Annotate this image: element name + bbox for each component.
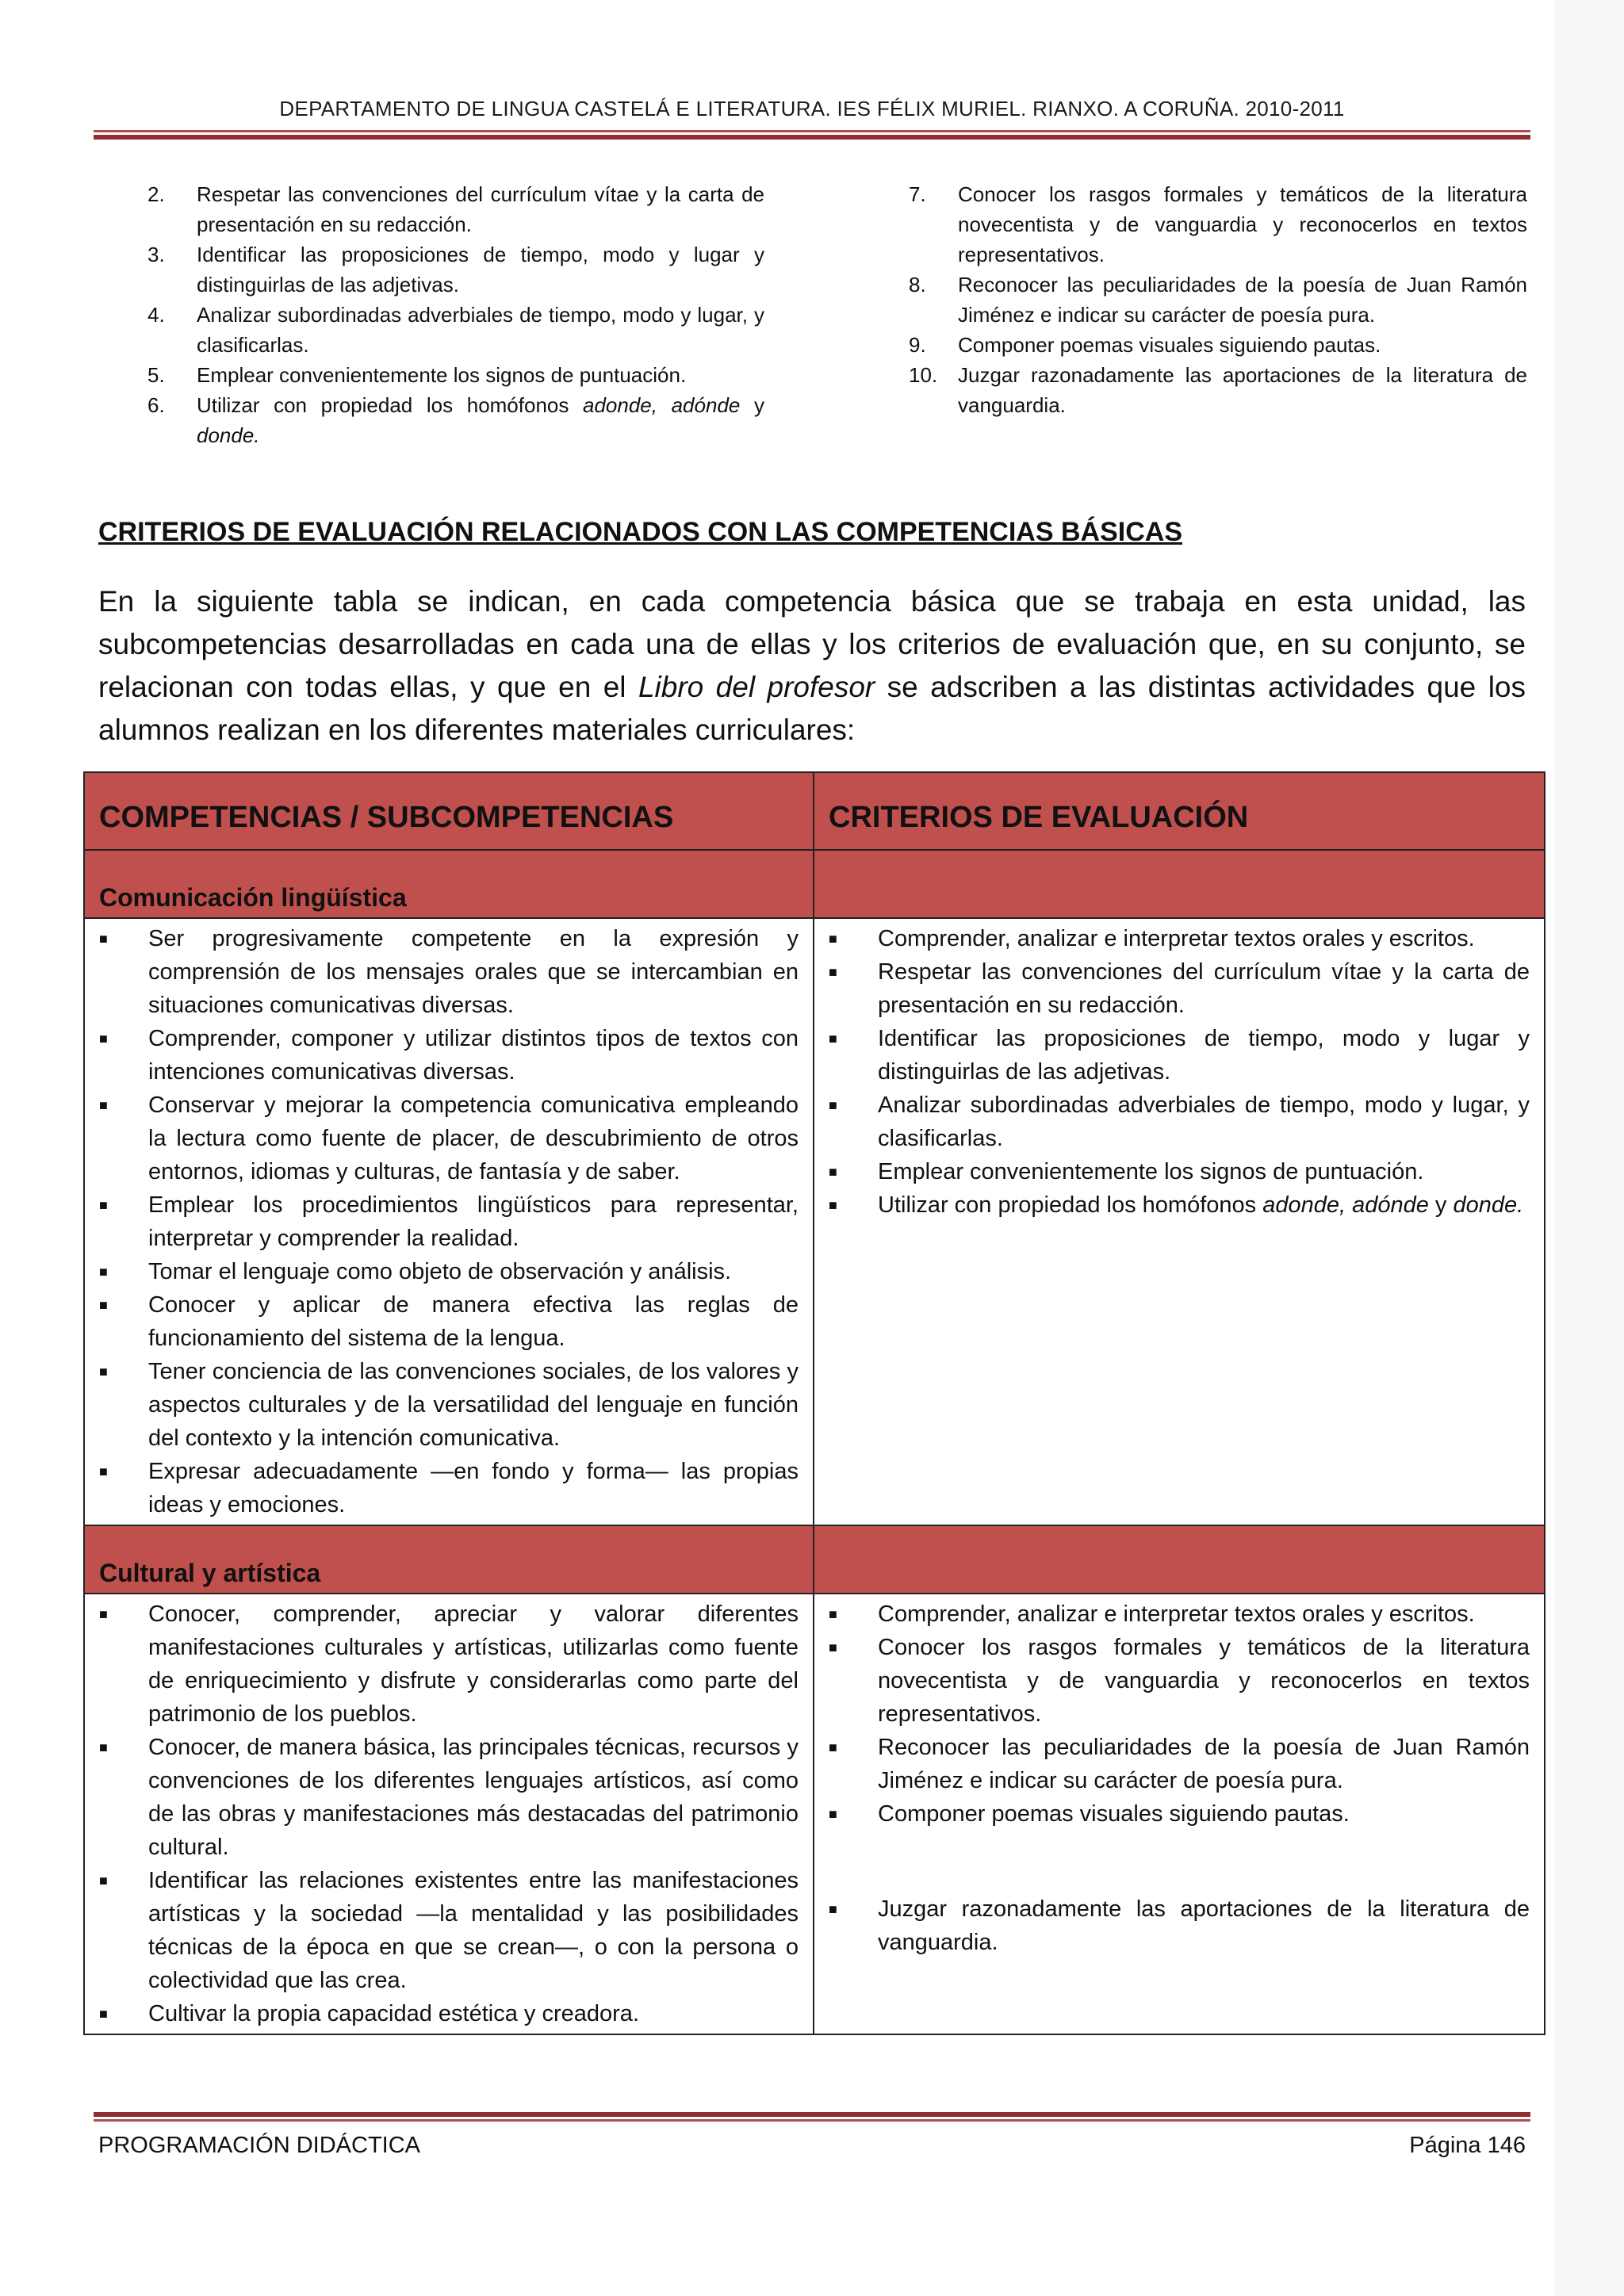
intro-paragraph: En la siguiente tabla se indican, en cada competencia básica que se trabaja en esta unidad, las subcompetencias desarrolladas en cada una de ellas y los criterios de evaluación que, en su conjunto, se relacionan con todas ellas, y que en el Libro del profesor se adscriben a las distintas actividades que los alumnos realizan en los diferentes materiales curriculares: [98,585,1526,746]
list-item: ■ Conocer, comprender, apreciar y valorar diferentes manifestaciones culturales y artísticas, utilizarlas como fuente de enriquecimiento y disfrute y considerarlas como parte del patrimonio de los pueblos. [99,1601,799,1727]
list-item: ■ Tomar el lenguaje como objeto de observación y análisis. [99,1259,732,1284]
group1-subcompetencias [84,918,814,1525]
list-item: ■ Identificar las proposiciones de tiempo, modo y lugar y distinguirlas de las adjetivas. [829,1026,1530,1085]
list-item: ■ Conservar y mejorar la competencia comunicativa empleando la lectura como fuente de placer, de descubrimiento de otros entornos, idiomas y culturas, de fantasía y de saber. [99,1093,799,1184]
group2-criterios [814,1594,1545,2034]
list-spacer [829,1831,1530,1892]
list-item: ■ Emplear convenientemente los signos de puntuación. [829,1159,1424,1184]
group-title-empty [814,850,1545,918]
list-item: ■ Utilizar con propiedad los homófonos adonde, adónde y donde. [829,1192,1524,1218]
header-rule-thick [94,135,1530,140]
group-title-comunicacion: Comunicación lingüística [84,850,814,918]
page-header: DEPARTAMENTO DE LINGUA CASTELÁ E LITERATURA. IES FÉLIX MURIEL. RIANXO. A CORUÑA. 2010-2011 [279,97,1345,121]
objective-item: 9. Componer poemas visuales siguiendo pautas. [909,333,1381,357]
list-item: ■ Conocer, de manera básica, las principales técnicas, recursos y convenciones de los diferentes lenguajes artísticos, así como de las obras y manifestaciones más destacadas del patrimonio cultural. [99,1735,799,1860]
page-number: Página 146 [1409,2133,1526,2158]
objective-item: 2. Respetar las convenciones del currículum vítae y la carta de presentación en su redacción. [147,182,764,236]
objective-item: 3. Identificar las proposiciones de tiempo, modo y lugar y distinguirlas de las adjetivas. [147,243,764,297]
list-item: ■ Ser progresivamente competente en la expresión y comprensión de los mensajes orales que se intercambian en situaciones comunicativas diversas. [99,926,799,1018]
list-item: ■ Conocer y aplicar de manera efectiva las reglas de funcionamiento del sistema de la lengua. [99,1292,799,1351]
list-item: ■ Comprender, analizar e interpretar textos orales y escritos. [829,926,1475,951]
list-item: ■ Comprender, componer y utilizar distintos tipos de textos con intenciones comunicativas diversas. [99,1026,799,1085]
list-item: ■ Componer poemas visuales siguiendo pautas. [829,1801,1350,1827]
objective-item: 8. Reconocer las peculiaridades de la poesía de Juan Ramón Jiménez e indicar su carácter de poesía pura. [909,273,1527,327]
list-item: ■ Cultivar la propia capacidad estética y creadora. [99,2001,639,2026]
objective-item: 7. Conocer los rasgos formales y temáticos de la literatura novecentista y de vanguardia y reconocerlos en textos representativos. [909,182,1527,266]
table-header-criterios: CRITERIOS DE EVALUACIÓN [814,772,1545,850]
objective-item: 10. Juzgar razonadamente las aportaciones de la literatura de vanguardia. [909,363,1527,417]
footer-title: PROGRAMACIÓN DIDÁCTICA [98,2133,421,2158]
section-title: CRITERIOS DE EVALUACIÓN RELACIONADOS CON LAS COMPETENCIAS BÁSICAS [98,517,1183,547]
list-item: ■ Expresar adecuadamente —en fondo y forma— las propias ideas y emociones. [99,1459,799,1517]
list-item: ■ Analizar subordinadas adverbiales de tiempo, modo y lugar, y clasificarlas. [829,1093,1530,1151]
list-item: ■ Respetar las convenciones del currículum vítae y la carta de presentación en su redacción. [829,959,1530,1018]
list-item: ■ Juzgar razonadamente las aportaciones de la literatura de vanguardia. [829,1896,1530,1955]
group-title-empty [814,1525,1545,1594]
competencies-table [83,771,1545,2035]
list-item: ■ Conocer los rasgos formales y temáticos de la literatura novecentista y de vanguardia y reconocerlos en textos representativos. [829,1635,1530,1727]
objectives-left-list [147,179,764,450]
group-title-cultural: Cultural y artística [84,1525,814,1594]
header-rule-thin [94,130,1530,132]
list-item: ■ Emplear los procedimientos lingüísticos para representar, interpretar y comprender la realidad. [99,1192,799,1251]
footer-rule-thin [94,2119,1530,2122]
list-item: ■ Reconocer las peculiaridades de la poesía de Juan Ramón Jiménez e indicar su carácter de poesía pura. [829,1735,1530,1793]
objectives-right-list [909,179,1527,420]
table-header-competencias: COMPETENCIAS / SUBCOMPETENCIAS [84,772,814,850]
objective-item: 6. Utilizar con propiedad los homófonos adonde, adónde y donde. [147,393,764,447]
objective-item: 5. Emplear convenientemente los signos de puntuación. [147,363,687,387]
list-item: ■ Identificar las relaciones existentes entre las manifestaciones artísticas y la sociedad —la mentalidad y las posibilidades técnicas de la época en que se crean—, o con la persona o colectividad que las crea. [99,1868,799,1993]
objective-item: 4. Analizar subordinadas adverbiales de tiempo, modo y lugar, y clasificarlas. [147,303,764,357]
list-item: ■ Tener conciencia de las convenciones sociales, de los valores y aspectos culturales y de la versatilidad del lenguaje en función del contexto y la intención comunicativa. [99,1359,799,1451]
group2-subcompetencias [84,1594,814,2034]
list-item: ■ Comprender, analizar e interpretar textos orales y escritos. [829,1601,1475,1627]
footer-rule-thick [94,2112,1530,2117]
group1-criterios [814,918,1545,1525]
